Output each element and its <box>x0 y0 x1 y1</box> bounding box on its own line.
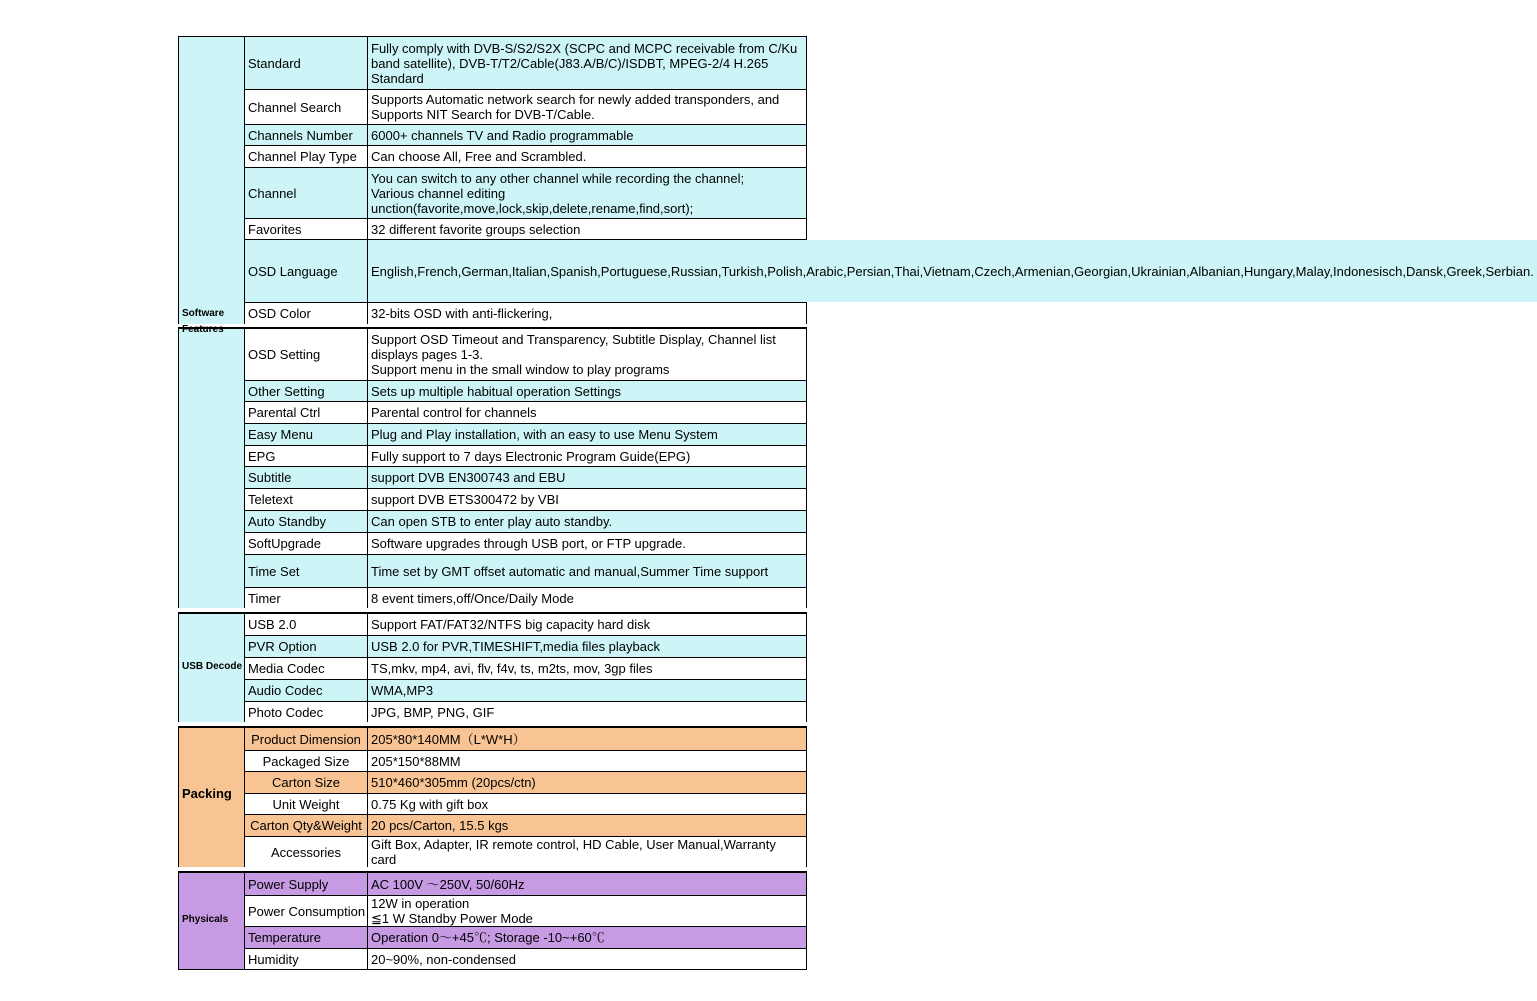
row-value: support DVB ETS300472 by VBI <box>371 492 559 507</box>
row-label: PVR Option <box>244 636 368 657</box>
row-value: TS,mkv, mp4, avi, flv, f4v, ts, m2ts, mov, 3gp files <box>371 661 653 676</box>
row-label: Channels Number <box>244 125 368 145</box>
row-label: Carton Size <box>244 772 368 793</box>
row-label: Photo Codec <box>244 702 368 722</box>
row-label: OSD Color <box>244 303 368 324</box>
row-value: 205*80*140MM（L*W*H） <box>368 728 806 750</box>
row-value: Fully support to 7 days Electronic Program Guide(EPG) <box>371 448 691 464</box>
row-value: Software upgrades through USB port, or FTP upgrade. <box>371 536 686 551</box>
row-label: Teletext <box>244 489 368 510</box>
row-label: Parental Ctrl <box>244 402 368 423</box>
table-row <box>244 167 806 218</box>
row-label: Easy Menu <box>244 424 368 445</box>
packing-section <box>178 726 807 867</box>
table-row <box>244 532 806 554</box>
table-row <box>244 89 806 124</box>
row-label: Unit Weight <box>244 794 368 814</box>
row-label: Carton Qty&Weight <box>244 815 368 836</box>
row-label: EPG <box>244 446 368 466</box>
table-row <box>244 37 806 89</box>
spec-table <box>178 36 1534 970</box>
row-value: Gift Box, Adapter, IR remote control, HD Cable, User Manual,Warranty card <box>371 837 776 867</box>
row-value: support DVB EN300743 and EBU <box>368 467 806 488</box>
row-value: 510*460*305mm (20pcs/ctn) <box>368 772 806 793</box>
row-label: Other Setting <box>244 381 368 401</box>
row-label: Power Supply <box>244 873 368 895</box>
row-value: Operation 0～+45℃; Storage -10~+60℃ <box>368 927 806 948</box>
table-row <box>244 423 806 445</box>
software-label-cell <box>179 37 244 324</box>
row-value: Plug and Play installation, with an easy to use Menu System <box>368 424 806 445</box>
table-row <box>244 948 806 969</box>
table-row <box>244 145 806 167</box>
row-label: Humidity <box>244 949 368 969</box>
row-value: Can open STB to enter play auto standby. <box>368 511 806 532</box>
packing-label-cell <box>179 728 244 867</box>
table-row <box>244 814 806 836</box>
table-row <box>244 873 806 895</box>
row-label: Timer <box>244 588 368 608</box>
features-label-cell <box>179 324 244 608</box>
row-label: Product Dimension <box>244 728 368 750</box>
table-row <box>244 218 806 239</box>
row-value: Fully comply with DVB-S/S2/S2X (SCPC and MCPC receivable from C/Ku band satellite), DVB-T/T2/Cable(J83.A/B/C)/ISDBT, MPEG-2/4 H.265 Standard <box>368 37 806 89</box>
row-label: Temperature <box>244 927 368 948</box>
table-row <box>244 771 806 793</box>
row-label: Channel Play Type <box>244 146 368 167</box>
table-row <box>244 895 806 926</box>
usb-label: USB Decode <box>182 661 243 672</box>
row-value: 8 event timers,off/Once/Daily Mode <box>371 590 574 606</box>
table-row <box>244 239 1534 302</box>
row-value: 20 pcs/Carton, 15.5 kgs <box>368 815 806 836</box>
row-label: Power Consumption <box>244 896 368 926</box>
row-label: OSD Language <box>244 240 368 302</box>
row-value: 32 different favorite groups selection <box>371 221 581 237</box>
table-row <box>244 554 806 587</box>
physicals-section <box>178 871 807 970</box>
row-value: 20~90%, non-condensed <box>371 951 516 967</box>
row-label: Subtitle <box>244 467 368 488</box>
row-value: JPG, BMP, PNG, GIF <box>371 704 495 720</box>
row-value: You can switch to any other channel while recording the channel; Various channel editing unction(favorite,move,lock,skip,delete,rename,find,sort); <box>368 168 806 218</box>
table-row <box>244 679 806 701</box>
row-value: Time set by GMT offset automatic and manual,Summer Time support <box>368 555 806 587</box>
row-value: AC 100V ～250V, 50/60Hz <box>368 873 806 895</box>
table-row <box>244 380 806 401</box>
row-value: 205*150*88MM <box>371 753 461 769</box>
row-value: 0.75 Kg with gift box <box>371 796 489 812</box>
physicals-label-cell <box>179 873 244 969</box>
row-value: WMA,MP3 <box>368 680 806 701</box>
row-label: Audio Codec <box>244 680 368 701</box>
software-section-b <box>178 324 807 608</box>
table-row <box>244 466 806 488</box>
row-value: 32-bits OSD with anti-flickering, <box>371 306 553 321</box>
row-label: Channel Search <box>244 90 368 124</box>
physicals-label: Physicals <box>182 914 229 925</box>
row-value: Supports Automatic network search for newly added transponders, and Supports NIT Search for DVB-T/Cable. <box>371 92 780 122</box>
table-row <box>244 926 806 948</box>
software-section-a <box>178 36 1534 324</box>
row-value: Support FAT/FAT32/NTFS big capacity hard disk <box>371 617 651 632</box>
row-label: Packaged Size <box>244 751 368 771</box>
row-value: English,French,German,Italian,Spanish,Portuguese,Russian,Turkish,Polish,Arabic,Persian,Thai,Vietnam,Czech,Armenian,Georgian,Ukrainian,Albanian,Hungary,Malay,Indonesisch,Dansk,Greek,Serbian. <box>368 240 1537 302</box>
row-value: Sets up multiple habitual operation Settings <box>368 381 806 401</box>
row-label: Media Codec <box>244 658 368 679</box>
row-value: 12W in operation ≦1 W Standby Power Mode <box>371 896 533 926</box>
row-value: 6000+ channels TV and Radio programmable <box>368 125 806 145</box>
row-label: Favorites <box>244 219 368 239</box>
row-label: SoftUpgrade <box>244 533 368 554</box>
table-row <box>244 750 806 771</box>
row-value: USB 2.0 for PVR,TIMESHIFT,media files playback <box>368 636 806 657</box>
row-label: Accessories <box>244 837 368 867</box>
table-row <box>244 587 806 608</box>
row-value: Can choose All, Free and Scrambled. <box>371 149 587 164</box>
table-row <box>244 302 806 324</box>
usb-label-cell <box>179 614 244 722</box>
row-label: Time Set <box>244 555 368 587</box>
usb-section <box>178 612 807 722</box>
table-row <box>244 793 806 814</box>
table-row <box>244 124 806 145</box>
table-row <box>244 701 806 722</box>
row-label: Channel <box>244 168 368 218</box>
table-row <box>244 836 806 867</box>
software-label: Software <box>182 308 225 319</box>
table-row <box>244 510 806 532</box>
table-row <box>244 329 806 380</box>
table-row <box>244 728 806 750</box>
row-label: Standard <box>244 37 368 89</box>
row-value: Parental control for channels <box>371 405 537 420</box>
table-row <box>244 614 806 635</box>
table-row <box>244 401 806 423</box>
row-label: OSD Setting <box>244 329 368 380</box>
row-label: USB 2.0 <box>244 614 368 635</box>
features-label: Features <box>182 324 224 335</box>
table-row <box>244 657 806 679</box>
packing-label: Packing <box>182 786 232 801</box>
table-row <box>244 488 806 510</box>
row-value: Support OSD Timeout and Transparency, Subtitle Display, Channel list displays pages 1-3. Support menu in the small window to play programs <box>371 332 776 377</box>
table-row <box>244 445 806 466</box>
table-row <box>244 635 806 657</box>
row-label: Auto Standby <box>244 511 368 532</box>
